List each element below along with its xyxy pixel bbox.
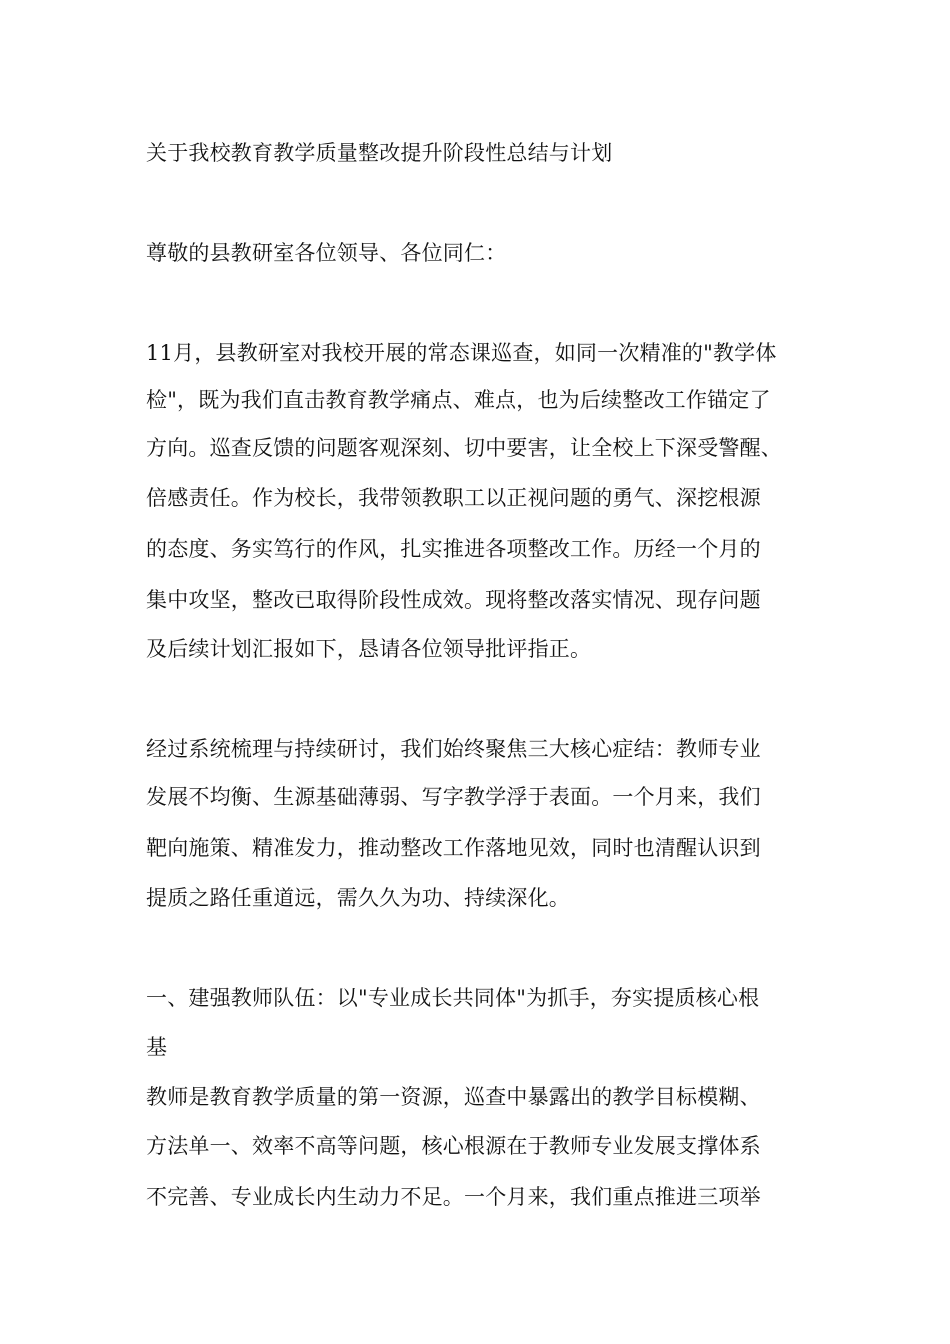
paragraph-line: 检"，既为我们直击教育教学痛点、难点，也为后续整改工作锚定了 [146,388,771,412]
paragraph-line: 不完善、专业成长内生动力不足。一个月来，我们重点推进三项举 [146,1185,761,1209]
heading-line: 一、建强教师队伍：以"专业成长共同体"为抓手，夯实提质核心根 [146,986,760,1010]
paragraph-line: 集中攻坚，整改已取得阶段性成效。现将整改落实情况、现存问题 [146,588,761,612]
paragraph-line: 教师是教育教学质量的第一资源，巡查中暴露出的教学目标模糊、 [146,1085,761,1109]
paragraph-line: 靶向施策、精准发力，推动整改工作落地见效，同时也清醒认识到 [146,836,761,860]
paragraph-line: 方法单一、效率不高等问题，核心根源在于教师专业发展支撑体系 [146,1134,761,1158]
paragraph-line: 经过系统梳理与持续研讨，我们始终聚焦三大核心症结：教师专业 [146,737,761,761]
paragraph-line: 发展不均衡、生源基础薄弱、写字教学浮于表面。一个月来，我们 [146,785,761,809]
salutation: 尊敬的县教研室各位领导、各位同仁： [146,241,507,265]
paragraph-line: 及后续计划汇报如下，恳请各位领导批评指正。 [146,637,592,661]
paragraph-line: 11月，县教研室对我校开展的常态课巡查，如同一次精准的"教学体 [146,341,777,365]
document-title: 关于我校教育教学质量整改提升阶段性总结与计划 [146,141,613,165]
paragraph-line: 倍感责任。作为校长，我带领教职工以正视问题的勇气、深挖根源 [146,486,761,510]
paragraph-line: 方向。巡查反馈的问题客观深刻、切中要害，让全校上下深受警醒、 [146,436,782,460]
paragraph-line: 的态度、务实笃行的作风，扎实推进各项整改工作。历经一个月的 [146,537,761,561]
paragraph-line: 提质之路任重道远，需久久为功、持续深化。 [146,886,570,910]
heading-line: 基 [146,1035,168,1059]
